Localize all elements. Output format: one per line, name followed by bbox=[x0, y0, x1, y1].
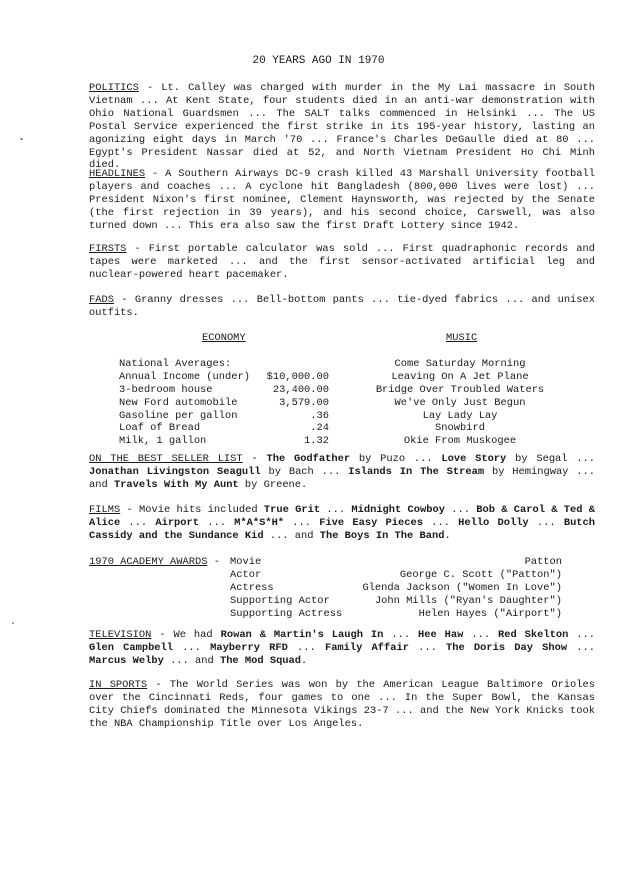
show-title: The Doris Day Show bbox=[446, 641, 568, 654]
award-winner: George C. Scott ("Patton") bbox=[399, 568, 562, 581]
show-title: The Mod Squad bbox=[219, 654, 302, 667]
film-title: Butch Cassidy and the Sundance Kid bbox=[89, 516, 596, 542]
films-text: ... bbox=[444, 504, 477, 516]
bestseller-text: by Bach ... bbox=[260, 465, 349, 478]
firsts-heading: FIRSTS bbox=[89, 243, 127, 255]
economy-row bbox=[119, 384, 329, 397]
television-text: ... bbox=[383, 629, 419, 641]
economy-heading: ECONOMY bbox=[202, 332, 246, 344]
book-title: Travels With My Aunt bbox=[113, 478, 239, 491]
television-text: ... bbox=[568, 629, 595, 641]
music-song: Come Saturday Morning bbox=[394, 358, 526, 370]
film-title: Airport bbox=[155, 516, 199, 529]
films-text: ... and bbox=[263, 529, 320, 542]
show-title: Glen Campbell bbox=[89, 641, 174, 654]
film-title: True Grit bbox=[263, 504, 321, 516]
scan-speck bbox=[12, 622, 14, 624]
economy-value: 3,579.00 bbox=[279, 396, 329, 409]
music-song: Lay Lady Lay bbox=[422, 409, 498, 422]
bestseller-heading: ON THE BEST SELLER LIST bbox=[89, 453, 243, 465]
films-heading: FILMS bbox=[89, 504, 121, 516]
award-category: Actor bbox=[230, 568, 262, 581]
scan-speck bbox=[20, 138, 23, 140]
book-title: The Godfather bbox=[266, 453, 351, 465]
films-text: . bbox=[444, 529, 451, 542]
economy-value: .24 bbox=[310, 422, 329, 435]
television-text: ... bbox=[287, 641, 325, 654]
film-title: Bob & Carol & Ted & Alice bbox=[89, 504, 596, 529]
television-text: ... bbox=[408, 641, 447, 654]
economy-value: 23,400.00 bbox=[272, 383, 329, 396]
television-heading: TELEVISION bbox=[89, 629, 152, 641]
show-title: Red Skelton bbox=[498, 629, 569, 641]
show-title: Hee Haw bbox=[418, 629, 464, 641]
film-title: The Boys In The Band bbox=[319, 529, 445, 542]
economy-value: .36 bbox=[310, 409, 329, 422]
economy-label: Loaf of Bread bbox=[119, 422, 201, 435]
economy-row bbox=[119, 410, 329, 423]
economy-row bbox=[119, 397, 329, 410]
economy-row bbox=[119, 358, 329, 371]
sports-section bbox=[89, 679, 595, 731]
economy-label: Milk, 1 gallon bbox=[119, 435, 207, 448]
book-title: Love Story bbox=[441, 453, 507, 465]
films-text: - Movie hits included bbox=[120, 504, 264, 516]
firsts-text: - First portable calculator was sold ... First quadraphonic records and tapes were marketed ... and the first sensor-activated artificial leg and nuclear-powered heart pacemaker. bbox=[89, 243, 595, 281]
book-title: Jonathan Livingston Seagull bbox=[89, 465, 261, 478]
headlines-heading: HEADLINES bbox=[89, 168, 146, 180]
sports-heading: IN SPORTS bbox=[89, 679, 148, 691]
award-category: Supporting Actress bbox=[230, 607, 343, 620]
music-song: Okie From Muskogee bbox=[403, 435, 517, 448]
film-title: Five Easy Pieces bbox=[319, 516, 423, 529]
award-category: Supporting Actor bbox=[230, 594, 330, 607]
film-title: Hello Dolly bbox=[458, 516, 529, 529]
book-title: Islands In The Stream bbox=[348, 465, 485, 478]
films-text: ... bbox=[422, 516, 459, 529]
sports-text: - The World Series was won by the American League Baltimore Orioles over the Cincinnati Reds, four games to one ... In the Super Bowl, the Kansas City Chiefs dominated the Minnesota Vikings 23-7 ... and the New York Knicks took the NBA Championship Title over Los Angeles. bbox=[89, 679, 595, 730]
bestseller-section bbox=[89, 453, 595, 492]
award-winners bbox=[362, 556, 562, 620]
television-text: ... bbox=[463, 629, 499, 641]
award-category: Movie bbox=[230, 556, 262, 568]
politics-text: - Lt. Calley was charged with murder in the My Lai massacre in South Vietnam ... At Kent State, four students died in an anti-war demonstration with Ohio National Guardsmen ... The SALT talks commenced in Helsinki ... The US Postal Service experienced the first strike in its 195-year history, lasting an agonizing eight days in March '70 ... France's Charles DeGaulle died at 80 ... Egypt's President Nassar died at 52, and North Vietnam President Ho Chi Minh died. bbox=[89, 82, 595, 172]
music-heading: MUSIC bbox=[446, 332, 478, 344]
economy-label: Annual Income (under) bbox=[119, 370, 250, 383]
economy-row bbox=[119, 371, 329, 384]
film-title: M*A*S*H* bbox=[234, 516, 285, 529]
award-winner: John Mills ("Ryan's Daughter") bbox=[374, 594, 562, 607]
awards-heading bbox=[89, 556, 220, 568]
music-song: Snowbird bbox=[435, 422, 485, 435]
headlines-section bbox=[89, 168, 595, 233]
award-winner: Glenda Jackson ("Women In Love") bbox=[362, 581, 562, 594]
economy-value: 1.32 bbox=[304, 435, 329, 448]
economy-label: National Averages: bbox=[119, 358, 232, 370]
fads-text: - Granny dresses ... Bell-bottom pants ... tie-dyed fabrics ... and unisex outfits. bbox=[89, 294, 595, 319]
films-text: ... bbox=[120, 516, 156, 529]
economy-label: New Ford automobile bbox=[119, 396, 238, 409]
bestseller-text: by Puzo ... bbox=[350, 453, 442, 465]
television-text: ... bbox=[567, 641, 596, 654]
television-text: ... and bbox=[163, 654, 220, 667]
politics-heading: POLITICS bbox=[89, 82, 139, 94]
award-winner: Patton bbox=[524, 556, 562, 568]
page-title: 20 YEARS AGO IN 1970 bbox=[252, 55, 385, 67]
bestseller-text: by Greene. bbox=[238, 478, 308, 491]
show-title: Rowan & Martin's Laugh In bbox=[220, 629, 384, 641]
bestseller-text: - bbox=[242, 453, 267, 465]
television-text: ... bbox=[173, 641, 211, 654]
television-text: . bbox=[301, 654, 308, 667]
music-song: Bridge Over Troubled Waters bbox=[375, 383, 545, 396]
headlines-text: - A Southern Airways DC-9 crash killed 43 Marshall University football players and coaches ... A cyclone hit Bangladesh (800,000 lives were lost) ... President Nixon's first nominee, Clement Haynsworth, was rejected by the Senate (the first rejection in 39 years), and his second choice, Carswell, was also turned down ... This era also saw the first Draft Lottery since 1942. bbox=[89, 168, 595, 232]
politics-section bbox=[89, 82, 595, 172]
films-text: ... bbox=[528, 516, 564, 529]
fads-heading: FADS bbox=[89, 294, 114, 306]
economy-label: Gasoline per gallon bbox=[119, 409, 238, 422]
firsts-section bbox=[89, 243, 595, 282]
music-song: Leaving On A Jet Plane bbox=[391, 370, 529, 383]
economy-table bbox=[119, 358, 329, 448]
economy-label: 3-bedroom house bbox=[119, 383, 213, 396]
films-section bbox=[89, 504, 595, 543]
show-title: Family Affair bbox=[324, 641, 409, 654]
economy-row bbox=[119, 435, 329, 448]
bestseller-text: by Hemingway ... and bbox=[89, 465, 595, 491]
bestseller-text: by Segal ... bbox=[506, 453, 596, 465]
films-text: ... bbox=[284, 516, 320, 529]
music-song: We've Only Just Begun bbox=[394, 396, 526, 409]
film-title: Midnight Cowboy bbox=[351, 504, 445, 516]
films-text: ... bbox=[320, 504, 352, 516]
award-category: Actress bbox=[230, 581, 274, 594]
fads-section bbox=[89, 294, 595, 320]
show-title: Marcus Welby bbox=[89, 654, 164, 667]
award-categories bbox=[230, 556, 342, 620]
music-list bbox=[370, 358, 550, 448]
television-text: - We had bbox=[151, 629, 221, 641]
economy-row bbox=[119, 422, 329, 435]
television-section bbox=[89, 629, 595, 668]
economy-value: $10,000.00 bbox=[266, 370, 329, 383]
show-title: Mayberry RFD bbox=[210, 641, 288, 654]
awards-dash: - bbox=[207, 556, 220, 568]
awards-heading-text: 1970 ACADEMY AWARDS bbox=[89, 556, 208, 568]
award-winner: Helen Hayes ("Airport") bbox=[418, 607, 562, 620]
films-text: ... bbox=[199, 516, 235, 529]
